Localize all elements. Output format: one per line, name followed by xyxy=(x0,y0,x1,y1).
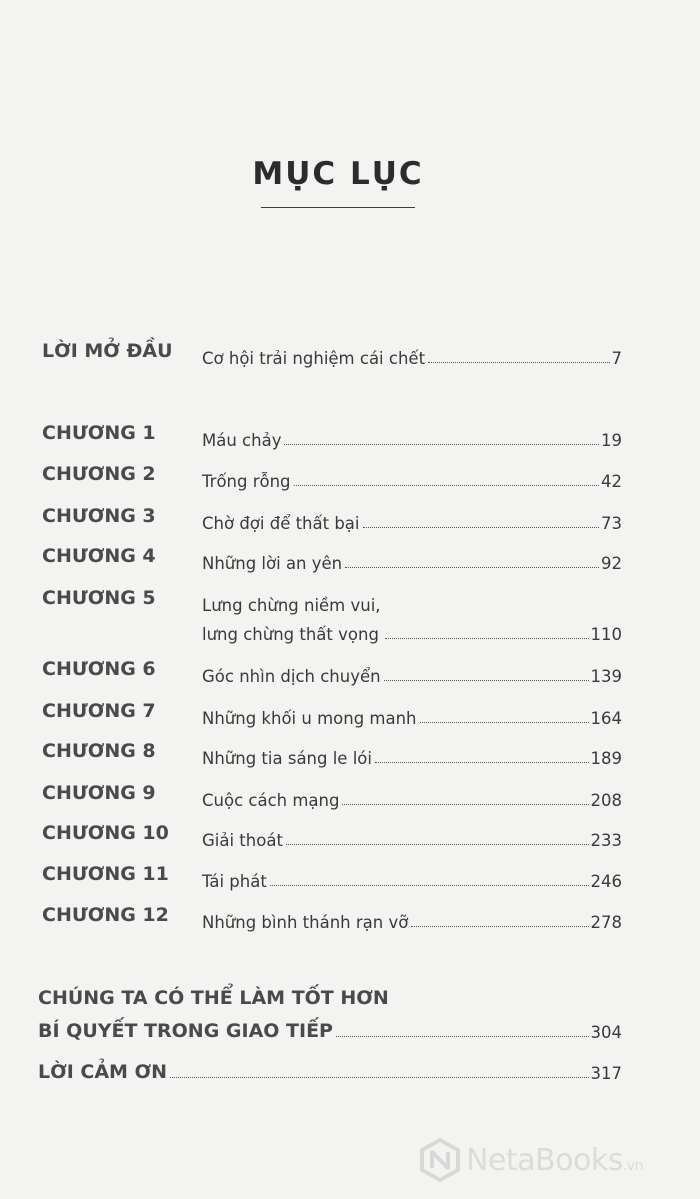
toc-row-chapter-10[interactable] xyxy=(0,822,700,862)
toc-title: Trống rỗng xyxy=(202,472,291,491)
leader-dots xyxy=(420,722,589,723)
toc-label: LỜI CẢM ƠN xyxy=(38,1061,168,1083)
toc-title-continued: lưng chừng thất vọng xyxy=(202,625,379,644)
toc-row-chapter-6[interactable] xyxy=(0,658,700,698)
leader-dots xyxy=(428,362,609,363)
toc-page: 110 xyxy=(590,625,622,644)
toc-row-chapter-3[interactable] xyxy=(0,505,700,545)
toc-page: 246 xyxy=(590,872,622,891)
toc-label-line2: BÍ QUYẾT TRONG GIAO TIẾP xyxy=(38,1020,333,1042)
leader-dots xyxy=(270,885,589,886)
toc-entry xyxy=(202,865,622,891)
leader-dots xyxy=(363,527,599,528)
toc-page: 7 xyxy=(611,349,622,368)
toc-entry xyxy=(202,424,622,450)
toc-label: CHƯƠNG 7 xyxy=(42,700,156,722)
leader-dots xyxy=(286,844,589,845)
toc-page: 278 xyxy=(590,913,622,932)
leader-dots xyxy=(375,762,589,763)
toc-page: 189 xyxy=(590,749,622,768)
toc-title: Những bình thánh rạn vỡ xyxy=(202,913,409,932)
watermark-suffix: .vn xyxy=(622,1157,643,1174)
toc-page: 73 xyxy=(601,514,622,533)
toc-row-chapter-7[interactable] xyxy=(0,700,700,740)
toc-row-chapter-9[interactable] xyxy=(0,782,700,822)
leader-dots xyxy=(384,680,589,681)
toc-page: 164 xyxy=(590,709,622,728)
toc-row-chapter-2[interactable] xyxy=(0,463,700,503)
toc-row-chapter-5[interactable] xyxy=(0,587,700,647)
toc-entry xyxy=(202,547,622,573)
toc-title: Máu chảy xyxy=(202,431,282,450)
toc-entry xyxy=(202,784,622,810)
page-title: MỤC LỤC xyxy=(252,156,424,192)
toc-page: 208 xyxy=(590,791,622,810)
toc-entry xyxy=(202,906,622,932)
toc-label: CHƯƠNG 10 xyxy=(42,822,169,844)
toc-entry xyxy=(202,742,622,768)
toc-row-chapter-1[interactable] xyxy=(0,422,700,462)
toc-title: Chờ đợi để thất bại xyxy=(202,514,360,533)
toc-row-chapter-12[interactable] xyxy=(0,904,700,944)
toc-page: 92 xyxy=(601,554,622,573)
leader-dots xyxy=(336,1036,589,1037)
toc-page: 304 xyxy=(590,1023,622,1042)
leader-dots xyxy=(385,638,589,639)
toc-title: Giải thoát xyxy=(202,831,283,850)
leader-dots xyxy=(345,567,599,568)
leader-dots xyxy=(170,1077,588,1078)
toc-label: CHƯƠNG 2 xyxy=(42,463,156,485)
toc-label-line1: CHÚNG TA CÓ THỂ LÀM TỐT HƠN xyxy=(38,987,389,1009)
netabooks-logo-icon xyxy=(418,1138,462,1182)
toc-title: Những khối u mong manh xyxy=(202,709,417,728)
toc-page: 42 xyxy=(601,472,622,491)
toc-entry xyxy=(202,660,622,686)
watermark xyxy=(418,1138,643,1182)
leader-dots xyxy=(294,485,599,486)
toc-page: 139 xyxy=(590,667,622,686)
toc-label: CHƯƠNG 9 xyxy=(42,782,156,804)
toc-row-chapter-4[interactable] xyxy=(0,545,700,585)
toc-entry-line1 xyxy=(202,589,622,615)
toc-label: CHƯƠNG 8 xyxy=(42,740,156,762)
toc-title: Lưng chừng niềm vui, xyxy=(202,596,381,615)
toc-entry xyxy=(202,824,622,850)
toc-entry xyxy=(202,465,622,491)
toc-entry-line2 xyxy=(202,618,622,644)
toc-title: Những tia sáng le lói xyxy=(202,749,372,768)
toc-row-thanks[interactable] xyxy=(38,1057,622,1083)
toc-label: CHƯƠNG 11 xyxy=(42,863,169,885)
toc-entry xyxy=(202,507,622,533)
toc-entry xyxy=(202,702,622,728)
toc-label: LỜI MỞ ĐẦU xyxy=(42,340,173,362)
toc-title: Góc nhìn dịch chuyển xyxy=(202,667,381,686)
toc-label: CHƯƠNG 6 xyxy=(42,658,156,680)
title-rule xyxy=(261,207,415,208)
toc-label: CHƯƠNG 1 xyxy=(42,422,156,444)
toc-row-chapter-11[interactable] xyxy=(0,863,700,903)
toc-title: Cuộc cách mạng xyxy=(202,791,340,810)
toc-entry xyxy=(202,342,622,368)
toc-title: Tái phát xyxy=(202,872,267,891)
toc-row-intro[interactable] xyxy=(0,340,700,380)
watermark-text xyxy=(466,1143,643,1178)
toc-entry xyxy=(38,1016,622,1042)
toc-title: Cơ hội trải nghiệm cái chết xyxy=(202,349,426,368)
toc-label: CHƯƠNG 3 xyxy=(42,505,156,527)
toc-label: CHƯƠNG 12 xyxy=(42,904,169,926)
toc-row-chapter-8[interactable] xyxy=(0,740,700,780)
watermark-brand: NetaBooks xyxy=(466,1142,623,1178)
leader-dots xyxy=(284,444,599,445)
leader-dots xyxy=(342,804,588,805)
toc-page: 317 xyxy=(590,1064,622,1083)
toc-label: CHƯƠNG 4 xyxy=(42,545,156,567)
toc-label: CHƯƠNG 5 xyxy=(42,587,156,609)
toc-page: 19 xyxy=(601,431,622,450)
toc-page: 233 xyxy=(590,831,622,850)
leader-dots xyxy=(411,926,588,927)
toc-title: Những lời an yên xyxy=(202,554,343,573)
